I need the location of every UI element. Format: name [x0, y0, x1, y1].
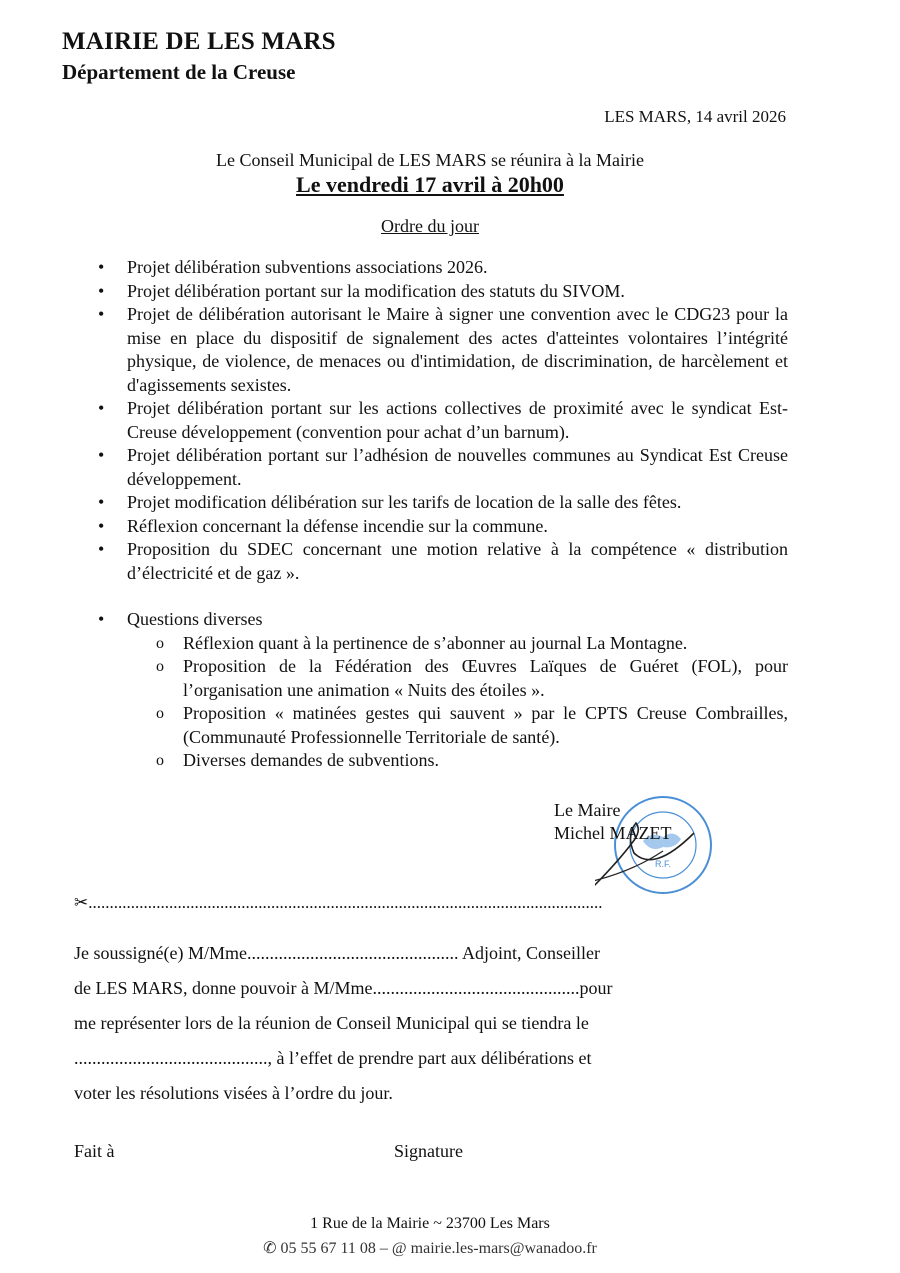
bullet-icon: •	[98, 304, 105, 324]
question-item: o Proposition de la Fédération des Œuvres Laïques de Guéret (FOL), pour l’organisation une animation « Nuits des étoiles ».	[156, 656, 788, 700]
agenda-item: • Projet modification délibération sur les tarifs de location de la salle des fêtes.	[98, 491, 788, 515]
department-subtitle: Département de la Creuse	[62, 60, 296, 84]
agenda-item-questions: • Questions diverses o Réflexion quant à la pertinence de s’abonner au journal La Montagne. o Proposition de la Fédération des Œuvres Laïques de Guéret (FOL), pour l’organisation une animation « Nuits des étoiles ». o Proposition « matinées gestes qui sauvent » par le CPTS Creuse Combrailles, (Communauté Professionnelle Territoriale de santé). o Diverses demandes de subventions.	[98, 608, 788, 773]
signatory-name: Michel MAZET	[554, 823, 672, 843]
bullet-icon: •	[98, 398, 105, 418]
signatory-role: Le Maire	[554, 800, 621, 820]
bullet-icon: •	[98, 445, 105, 465]
question-item: o Réflexion quant à la pertinence de s’abonner au journal La Montagne.	[127, 632, 788, 656]
circle-bullet-icon: o	[156, 752, 164, 769]
bullet-icon: •	[98, 609, 105, 629]
stamp-center-text: R.F.	[655, 859, 672, 869]
meeting-datetime: Le vendredi 17 avril à 20h00	[296, 172, 564, 197]
bullet-icon: •	[98, 539, 105, 559]
question-item: o Proposition « matinées gestes qui sauvent » par le CPTS Creuse Combrailles, (Communauté Professionnelle Territoriale de santé).	[156, 703, 788, 747]
circle-bullet-icon: o	[156, 705, 164, 722]
bullet-icon: •	[98, 257, 105, 277]
footer-address: 1 Rue de la Mairie ~ 23700 Les Mars	[310, 1215, 550, 1232]
footer-contact: ✆ 05 55 67 11 08 – @ mairie.les-mars@wanadoo.fr	[263, 1240, 597, 1257]
agenda-item: • Projet délibération portant sur la modification des statuts du SIVOM.	[98, 280, 788, 304]
proxy-line: ..........................................., à l’effet de prendre part aux délibérations et	[74, 1048, 592, 1068]
agenda-item: • Projet délibération portant sur l’adhésion de nouvelles communes au Syndicat Est Creuse développement.	[98, 445, 788, 489]
meeting-intro: Le Conseil Municipal de LES MARS se réunira à la Mairie	[216, 150, 644, 170]
agenda-title: Ordre du jour	[381, 216, 479, 236]
mairie-title: MAIRIE DE LES MARS	[62, 28, 336, 55]
made-at-label: Fait à	[74, 1141, 115, 1161]
agenda-item: • Réflexion concernant la défense incendie sur la commune.	[98, 515, 788, 539]
proxy-line: me représenter lors de la réunion de Conseil Municipal qui se tiendra le	[74, 1013, 589, 1033]
signature-label: Signature	[394, 1141, 463, 1161]
circle-bullet-icon: o	[156, 634, 164, 652]
proxy-line: voter les résolutions visées à l’ordre du jour.	[74, 1083, 393, 1103]
bullet-icon: •	[98, 515, 105, 536]
proxy-form	[74, 936, 790, 1111]
agenda-item: • Projet délibération subventions associations 2026.	[98, 256, 788, 280]
agenda-list	[98, 256, 788, 773]
cut-line: ✂.........................................................................................................................	[74, 893, 603, 912]
agenda-item: • Projet délibération portant sur les actions collectives de proximité avec le syndicat Est-Creuse développement (convention pour achat d’un barnum).	[98, 398, 788, 442]
bullet-icon: •	[98, 492, 105, 512]
circle-bullet-icon: o	[156, 658, 164, 675]
agenda-item: • Projet de délibération autorisant le Maire à signer une convention avec le CDG23 pour la mise en place du dispositif de signalement des actes d'atteintes volontaires l’intégrité physique, de violence, de menaces ou d'intimidation, de discrimination, de harcèlement et d'agissements sexistes.	[98, 304, 788, 395]
proxy-line: Je soussigné(e) M/Mme............................................... Adjoint, Conseiller	[74, 943, 600, 963]
letter-date: LES MARS, 14 avril 2026	[604, 107, 786, 126]
questions-list	[127, 632, 788, 773]
question-item: o Diverses demandes de subventions.	[127, 749, 788, 773]
bullet-icon: •	[98, 280, 105, 301]
proxy-line: de LES MARS, donne pouvoir à M/Mme..............................................pour	[74, 978, 613, 998]
agenda-item: • Proposition du SDEC concernant une motion relative à la compétence « distribution d’électricité et de gaz ».	[98, 539, 788, 583]
